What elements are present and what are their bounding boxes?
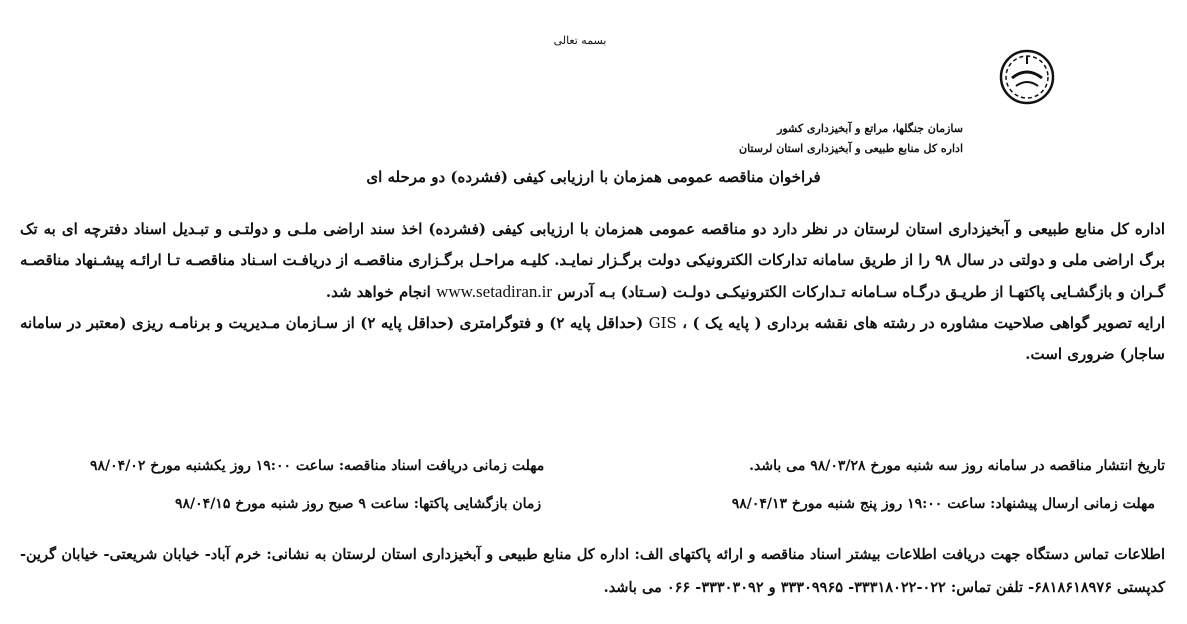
- schedule-row-2: [20, 496, 1165, 524]
- contact-information: اطلاعات تماس دستگاه جهت دریافت اطلاعات بیشتر اسناد مناقصه و ارائه پاکتهای الف: اداره کل منابع طبیعی و آبخیزداری استان لرستان به نشانی: خرم آباد- خیابان شریعتی- خیابان گرین- کدپستی ۶۸۱۸۶۱۸۹۷۶- تلفن تماس: ۰۲۲-۳۳۳۱۸۰۲۲- ۳۳۳۰۹۹۶۵ و ۳۳۳۰۳۰۹۲- ۰۶۶ می باشد.: [20, 546, 1165, 596]
- paragraph-qualification: [20, 308, 1165, 370]
- paragraph-intro: [20, 214, 1165, 308]
- announcement-title: فراخوان مناقصه عمومی همزمان با ارزیابی کیفی (فشرده) دو مرحله ای: [366, 168, 821, 186]
- qualification-text-1: ارایه تصویر گواهی صلاحیت مشاوره در رشته های نقشه برداری ( پایه یک ) ،: [676, 314, 1165, 332]
- publish-date: تاریخ انتشار مناقصه در سامانه روز سه شنبه مورخ ۹۸/۰۳/۲۸ می باشد.: [749, 458, 1165, 474]
- closing-text: انجام خواهد شد.: [325, 283, 437, 301]
- emblem-icon: [998, 48, 1056, 106]
- procedure-text: را از طریق سامانه تدارکات الکترونیکی دولت برگـزار نمایـد. کلیـه مراحـل برگـزاری مناقصـه از دریافـت اسـناد مناقصـه تـا ارائـه پیشـنهاد مناقصـه گـران و بازگشـایی پاکتهـا از طریـق درگـاه سـامانه تـدارکات الکترونیکـی دولـت (سـتاد) بـه آدرس: [20, 251, 1165, 301]
- document-deadline: مهلت زمانی دریافت اسناد مناقصه: ساعت ۱۹:۰۰ روز یکشنبه مورخ ۹۸/۰۴/۰۲: [90, 458, 545, 474]
- ministry-name: سازمان جنگلها، مراتع و آبخیزداری کشور: [777, 122, 963, 135]
- schedule-row-1: [20, 458, 1165, 486]
- announcement-body: [20, 214, 1165, 370]
- gis-label: GIS: [648, 314, 677, 332]
- intro-text: اداره کل منابع طبیعی و آبخیزداری استان لرستان در نظر دارد دو مناقصه عمومی همزمان با ارزیابی کیفی (فشرده): [422, 220, 1165, 238]
- envelope-opening-time: زمان بازگشایی پاکتها: ساعت ۹ صبح روز شنبه مورخ ۹۸/۰۴/۱۵: [175, 496, 542, 512]
- bismillah-heading: بسمه تعالی: [553, 34, 607, 47]
- setad-website-link[interactable]: www.setadiran.ir: [436, 282, 553, 301]
- tender-subject: اخذ سند اراضی ملـی و دولتـی و تبـدیل اسناد دفترچه ای به تک برگ اراضی ملی و دولتی در سال ۹۸: [20, 220, 1165, 269]
- qualification-text-2: (حداقل پایه ۲) و فتوگرامتری (حداقل پایه ۲) از سـازمان مـدیریت و برنامـه ریزی (معتبر در سامانه ساجار) ضروری است.: [20, 314, 1165, 363]
- submission-deadline: مهلت زمانی ارسال پیشنهاد: ساعت ۱۹:۰۰ روز پنج شنبه مورخ ۹۸/۰۴/۱۳: [731, 496, 1155, 512]
- jahad-keshavarzi-logo: [998, 48, 1056, 106]
- department-name: اداره کل منابع طبیعی و آبخیزداری استان لرستان: [738, 142, 963, 155]
